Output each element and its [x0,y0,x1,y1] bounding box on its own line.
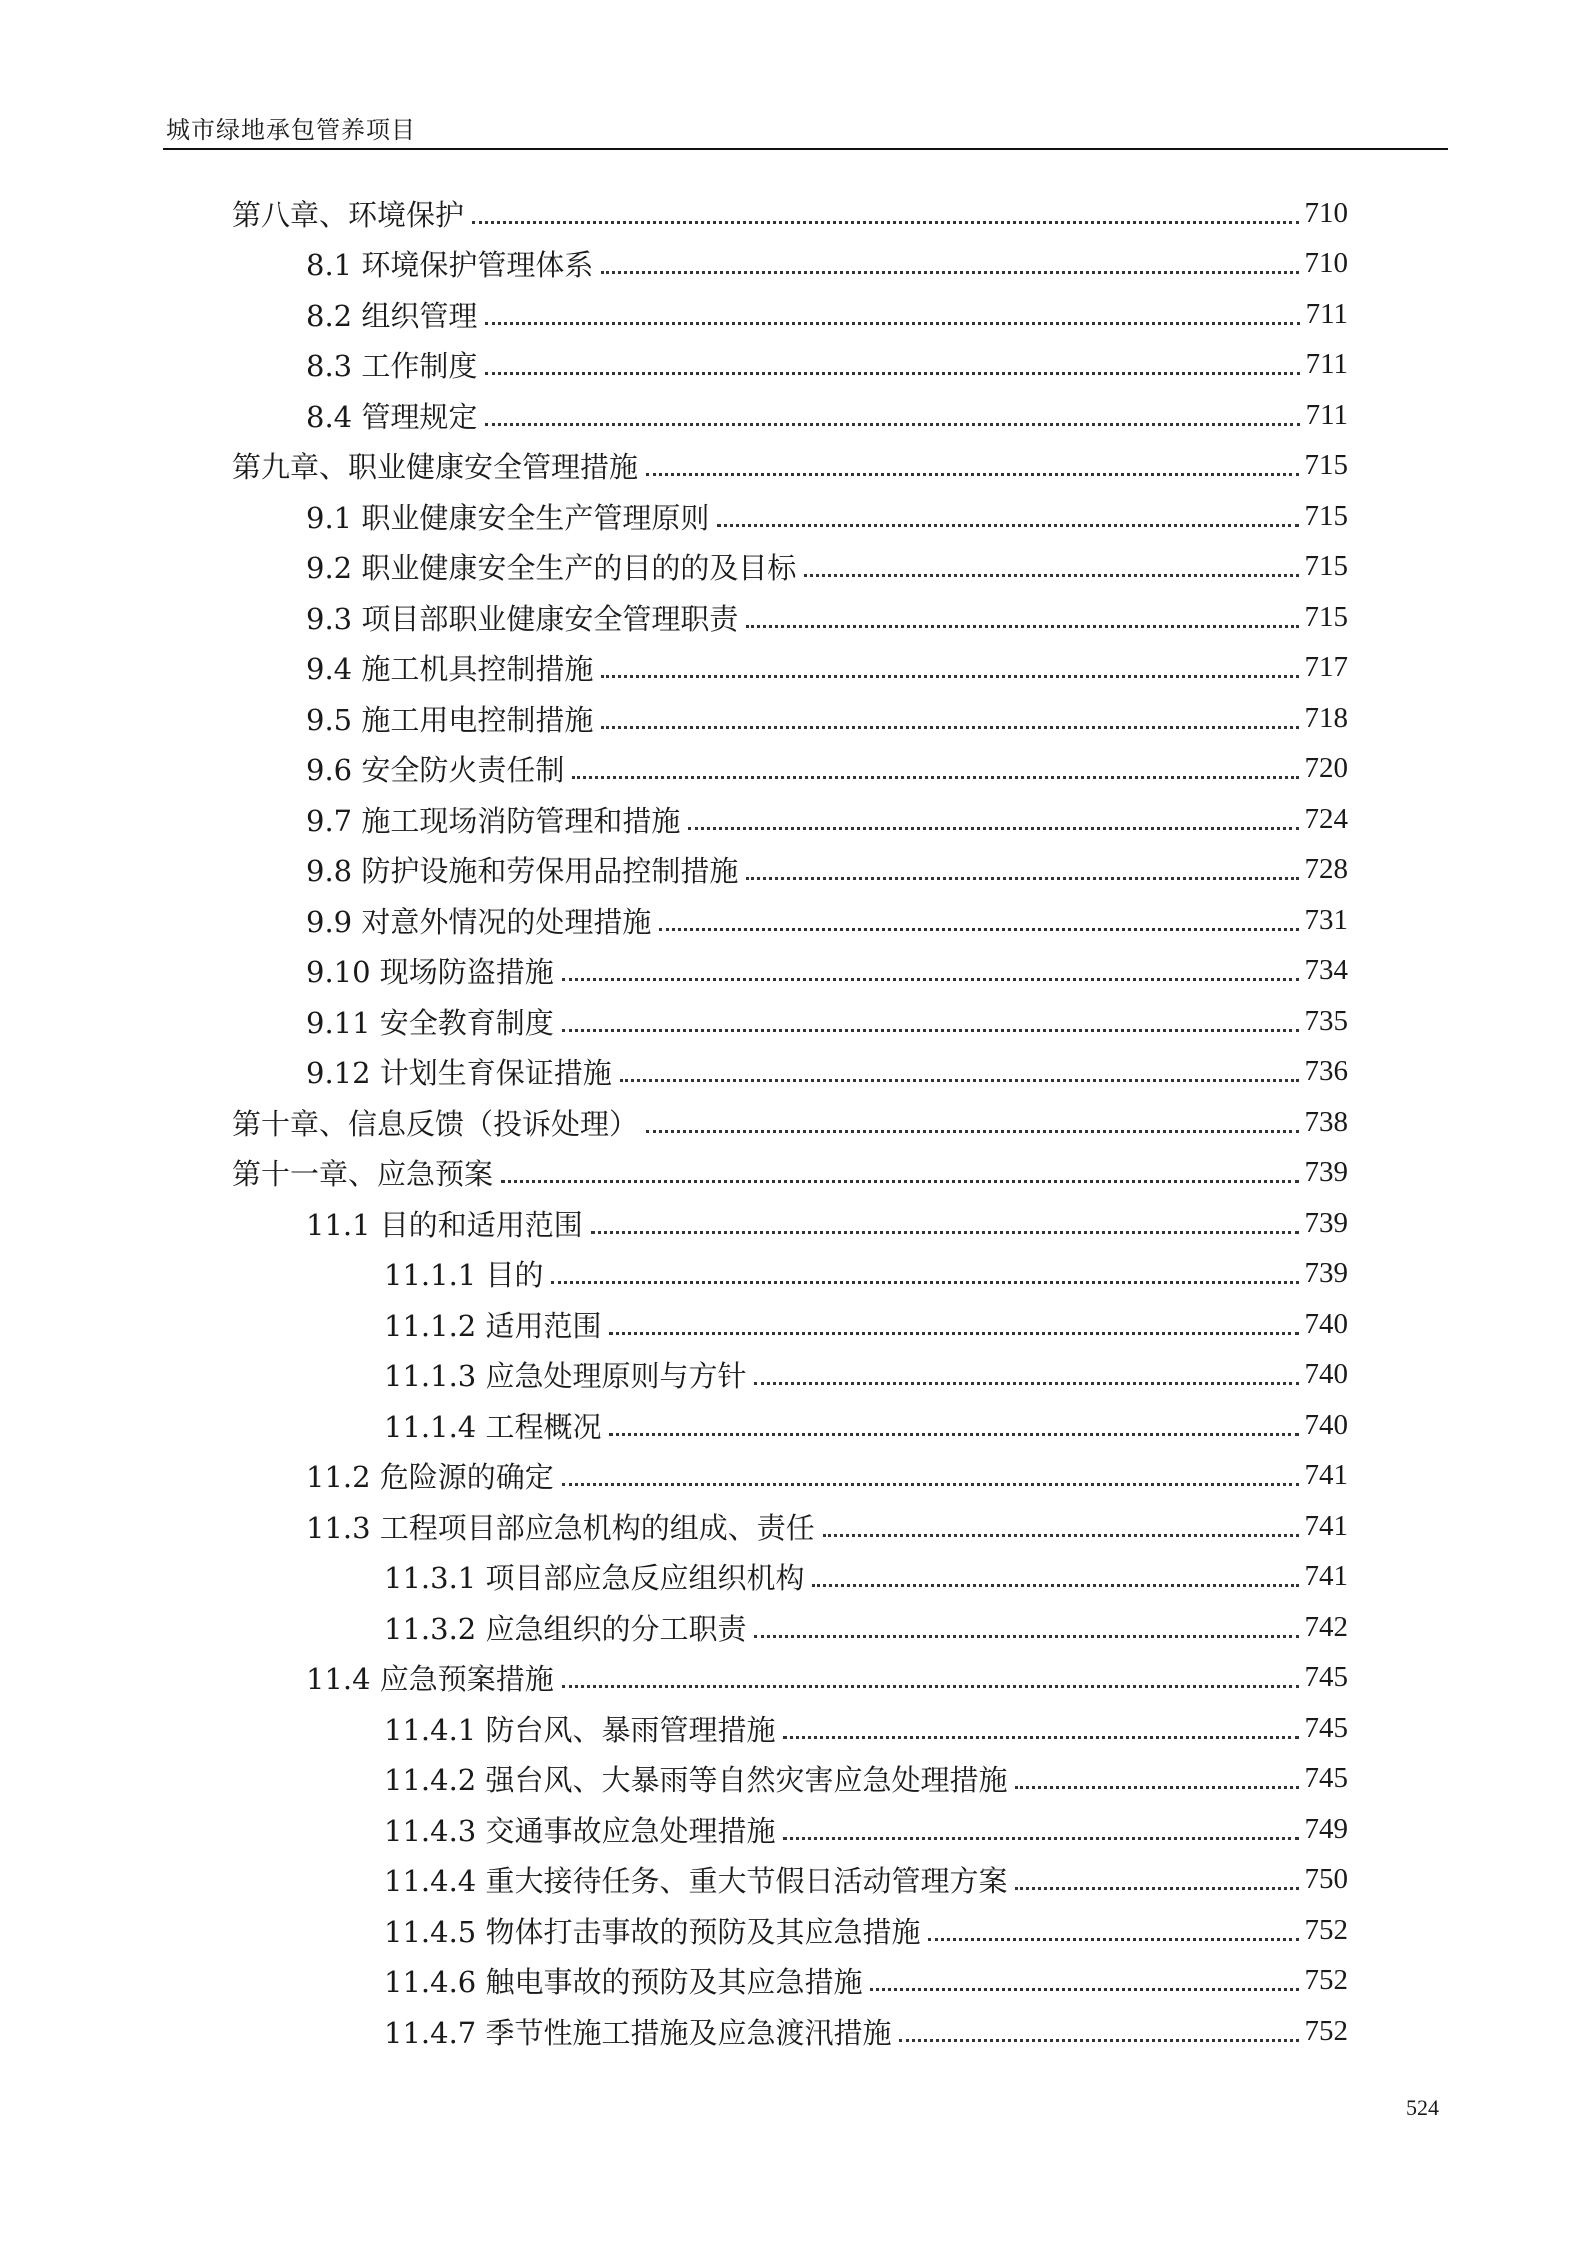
toc-entry-title: 11.3.1 项目部应急反应组织机构 [384,1561,805,1595]
toc-entry-title: 11.4.5 物体打击事故的预防及其应急措施 [384,1914,921,1949]
toc-entry-title: 9.9 对意外情况的处理措施 [306,904,652,939]
toc-entry[interactable] [384,1299,1348,1349]
toc-entry[interactable] [306,1198,1348,1248]
dot-leader [812,1584,1298,1587]
toc-entry-page: 734 [1304,954,1348,986]
toc-entry[interactable] [384,1249,1348,1299]
dot-leader [551,1281,1298,1284]
toc-entry[interactable] [306,1451,1348,1501]
dot-leader [870,1988,1298,1991]
toc-entry[interactable] [306,845,1348,895]
dot-leader [754,1382,1298,1385]
dot-leader [562,1685,1299,1688]
toc-entry-page: 750 [1304,1863,1348,1895]
dot-leader [717,524,1298,527]
toc-entry-page: 745 [1304,1762,1348,1794]
dot-leader [1015,1887,1298,1890]
toc-entry[interactable] [306,1653,1348,1703]
dot-leader [646,1130,1298,1133]
toc-entry-title: 11.1.1 目的 [384,1258,544,1292]
toc-entry[interactable] [384,1602,1348,1652]
toc-entry-page: 736 [1304,1055,1348,1087]
toc-entry[interactable] [306,794,1348,844]
dot-leader [601,726,1298,729]
dot-leader [601,675,1298,678]
toc-entry[interactable] [384,1703,1348,1753]
toc-entry-title: 11.1.4 工程概况 [384,1409,602,1444]
toc-entry[interactable] [384,1804,1348,1854]
toc-entry[interactable] [306,340,1348,390]
toc-entry-title: 11.3 工程项目部应急机构的组成、责任 [306,1510,815,1545]
dot-leader [562,1029,1299,1032]
dot-leader [485,423,1299,426]
toc-entry-title: 9.6 安全防火责任制 [306,753,565,787]
header-divider [163,148,1448,150]
document-title: 城市绿地承包管养项目 [166,116,416,144]
toc-entry-page: 745 [1304,1711,1348,1744]
toc-entry[interactable] [306,390,1348,440]
dot-leader [609,1332,1298,1335]
toc-entry-title: 9.10 现场防盗措施 [306,955,554,989]
toc-entry-page: 715 [1304,499,1348,532]
toc-entry-page: 752 [1304,1913,1348,1946]
dot-leader [562,1483,1299,1486]
toc-entry-title: 8.2 组织管理 [306,298,478,333]
toc-entry-title: 9.12 计划生育保证措施 [306,1056,612,1090]
toc-entry-page: 711 [1305,348,1348,380]
toc-entry[interactable] [306,592,1348,642]
dot-leader [485,372,1299,375]
toc-entry-title: 11.4.4 重大接待任务、重大节假日活动管理方案 [384,1864,1008,1898]
toc-entry-page: 739 [1304,1156,1348,1188]
toc-entry-page: 752 [1304,2014,1348,2047]
toc-entry-title: 8.4 管理规定 [306,399,478,434]
toc-entry-title: 9.2 职业健康安全生产的目的的及目标 [306,551,797,585]
toc-entry-title: 第十一章、应急预案 [232,1157,494,1191]
dot-leader [688,827,1298,830]
dot-leader [1015,1786,1298,1789]
toc-entry[interactable] [232,1097,1348,1147]
toc-entry-page: 715 [1304,550,1348,582]
toc-entry-title: 第八章、环境保护 [232,197,465,232]
toc-entry-page: 711 [1305,297,1348,330]
toc-entry-page: 718 [1304,701,1348,734]
dot-leader [562,978,1299,981]
toc-entry[interactable] [232,1148,1348,1198]
dot-leader [609,1433,1298,1436]
toc-entry-title: 9.3 项目部职业健康安全管理职责 [306,601,739,636]
toc-entry-title: 9.1 职业健康安全生产管理原则 [306,500,710,535]
toc-entry[interactable] [306,289,1348,339]
dot-leader [646,473,1298,476]
dot-leader [572,776,1298,779]
toc-entry[interactable] [384,2006,1348,2056]
toc-entry[interactable] [306,1501,1348,1551]
dot-leader [591,1231,1299,1234]
toc-entry-page: 715 [1304,449,1348,481]
toc-entry[interactable] [306,895,1348,945]
toc-entry[interactable] [232,188,1348,238]
toc-entry-page: 740 [1304,1307,1348,1340]
toc-entry-title: 11.1 目的和适用范围 [306,1207,583,1242]
dot-leader [783,1837,1298,1840]
toc-entry-page: 749 [1304,1812,1348,1845]
toc-entry-title: 11.4 应急预案措施 [306,1662,554,1696]
toc-entry-page: 731 [1304,903,1348,936]
toc-entry-page: 740 [1304,1408,1348,1441]
toc-entry-title: 第九章、职业健康安全管理措施 [232,450,639,484]
toc-entry[interactable] [306,491,1348,541]
page-number: 524 [1406,2095,1439,2120]
toc-entry[interactable] [384,1754,1348,1804]
toc-entry-page: 740 [1304,1358,1348,1390]
toc-entry[interactable] [306,996,1348,1046]
dot-leader [754,1635,1298,1638]
dot-leader [746,625,1298,628]
toc-entry[interactable] [384,1400,1348,1450]
toc-entry-page: 724 [1304,802,1348,835]
toc-entry-title: 11.4.1 防台风、暴雨管理措施 [384,1712,776,1747]
toc-entry-title: 11.4.2 强台风、大暴雨等自然灾害应急处理措施 [384,1763,1008,1797]
toc-entry-title: 9.7 施工现场消防管理和措施 [306,803,681,838]
toc-entry-title: 8.3 工作制度 [306,349,478,383]
toc-entry-title: 8.1 环境保护管理体系 [306,248,594,282]
toc-entry-page: 715 [1304,600,1348,633]
toc-entry-page: 720 [1304,752,1348,784]
toc-entry-title: 9.8 防护设施和劳保用品控制措施 [306,854,739,888]
toc-entry-page: 717 [1304,651,1348,683]
toc-entry-title: 11.1.3 应急处理原则与方针 [384,1359,747,1393]
toc-entry[interactable] [384,1350,1348,1400]
toc-entry-title: 第十章、信息反馈（投诉处理） [232,1106,639,1141]
toc-entry[interactable] [306,542,1348,592]
dot-leader [783,1736,1298,1739]
toc-entry-title: 11.4.3 交通事故应急处理措施 [384,1813,776,1848]
toc-entry-title: 11.4.7 季节性施工措施及应急渡汛措施 [384,2015,892,2050]
toc-entry[interactable] [306,1047,1348,1097]
dot-leader [823,1534,1299,1537]
toc-entry-page: 752 [1304,1964,1348,1996]
toc-entry-page: 711 [1305,398,1348,431]
dot-leader [804,574,1298,577]
toc-entry[interactable] [306,693,1348,743]
toc-entry[interactable] [306,239,1348,289]
dot-leader [620,1079,1299,1082]
toc-entry[interactable] [306,946,1348,996]
toc-entry-title: 9.5 施工用电控制措施 [306,702,594,737]
toc-entry-page: 728 [1304,853,1348,885]
toc-entry-page: 739 [1304,1206,1348,1239]
dot-leader [659,928,1298,931]
dot-leader [501,1180,1298,1183]
toc-entry[interactable] [384,1905,1348,1955]
toc-entry-title: 11.4.6 触电事故的预防及其应急措施 [384,1965,863,1999]
toc-entry-page: 735 [1304,1004,1348,1037]
toc-entry-title: 9.4 施工机具控制措施 [306,652,594,686]
toc-entry-page: 742 [1304,1610,1348,1643]
dot-leader [928,1938,1298,1941]
dot-leader [746,877,1298,880]
toc-entry-page: 741 [1304,1560,1348,1592]
toc-entry-page: 739 [1304,1257,1348,1289]
toc-entry-title: 9.11 安全教育制度 [306,1005,554,1040]
toc-entry-page: 741 [1304,1459,1348,1491]
toc-entry[interactable] [232,441,1348,491]
toc-entry-page: 738 [1304,1105,1348,1138]
toc-entry[interactable] [306,744,1348,794]
toc-entry-title: 11.1.2 适用范围 [384,1308,602,1343]
toc-entry-title: 11.2 危险源的确定 [306,1460,554,1494]
toc-entry-page: 745 [1304,1661,1348,1693]
dot-leader [899,2039,1298,2042]
toc-entry-page: 710 [1304,247,1348,279]
toc-entry[interactable] [306,643,1348,693]
toc-entry-page: 741 [1304,1509,1348,1542]
toc-entry-page: 710 [1304,196,1348,229]
toc-entry[interactable] [384,1956,1348,2006]
dot-leader [472,221,1298,224]
toc-entry[interactable] [384,1855,1348,1905]
toc-entry[interactable] [384,1552,1348,1602]
dot-leader [601,271,1298,274]
dot-leader [485,322,1299,325]
toc-entry-title: 11.3.2 应急组织的分工职责 [384,1611,747,1646]
